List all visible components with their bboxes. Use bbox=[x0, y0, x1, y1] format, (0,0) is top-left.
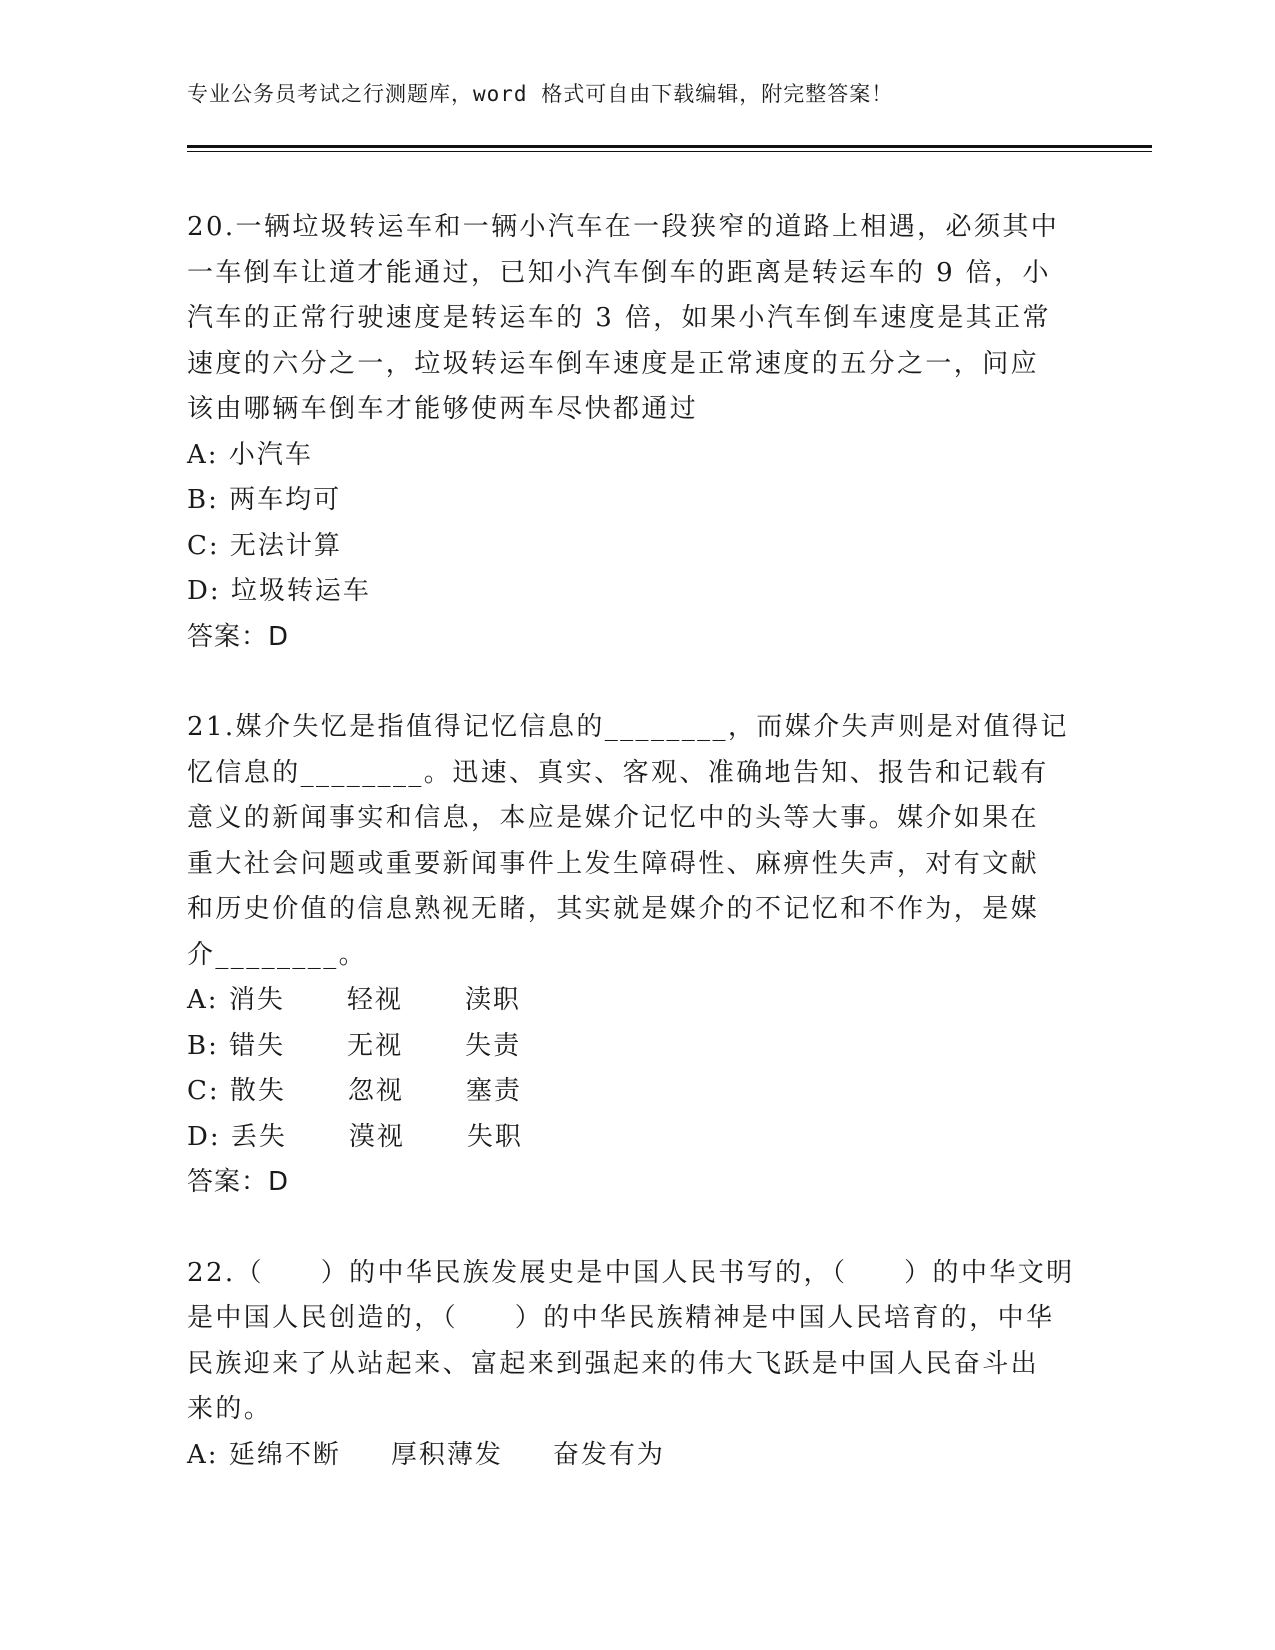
question-21 bbox=[187, 705, 1087, 1206]
option-b: B: 错失 无视 失责 bbox=[187, 1030, 522, 1061]
question-list bbox=[187, 205, 1087, 1523]
option-a: A: 延绵不断 厚积薄发 奋发有为 bbox=[187, 1439, 665, 1470]
page-header: 专业公务员考试之行测题库，word 格式可自由下载编辑，附完整答案！ bbox=[187, 82, 894, 106]
question-stem: 20.一辆垃圾转运车和一辆小汽车在一段狭窄的道路上相遇，必须其中 一车倒车让道才能通过，已知小汽车倒车的距离是转运车的 9 倍，小 汽车的正常行驶速度是转运车的 3 倍，如果小汽车倒车速度是其正常 速度的六分之一，垃圾转运车倒车速度是正常速度的五分之一，问应 该由哪辆车倒车才能够使两车尽快都通过 bbox=[187, 212, 1060, 424]
question-20 bbox=[187, 205, 1087, 660]
question-stem: 22.（ ）的中华民族发展史是中国人民书写的，（ ）的中华文明 是中国人民创造的，（ ）的中华民族精神是中国人民培育的，中华 民族迎来了从站起来、富起来到强起来的伟大飞跃是中国人民奋斗出 来的。 bbox=[187, 1257, 1075, 1424]
answer-text: 答案：D bbox=[187, 1167, 290, 1197]
answer-text: 答案：D bbox=[187, 621, 290, 652]
option-d: D: 丢失 漠视 失职 bbox=[187, 1121, 523, 1152]
question-22 bbox=[187, 1251, 1087, 1479]
option-a: A: 消失 轻视 渎职 bbox=[187, 985, 521, 1015]
option-c: C: 无法计算 bbox=[187, 530, 342, 561]
option-d: D: 垃圾转运车 bbox=[187, 576, 371, 606]
header-divider-thin bbox=[187, 151, 1152, 152]
question-stem: 21.媒介失忆是指值得记忆信息的________，而媒介失声则是对值得记 忆信息的________。迅速、真实、客观、准确地告知、报告和记载有 意义的新闻事实和信息，本应是媒介记忆中的头等大事。媒介如果在 重大社会问题或重要新闻事件上发生障碍性、麻痹性失声，对有文献 和历史价值的信息熟视无睹，其实就是媒介的不记忆和不作为，是媒 介________。 bbox=[187, 712, 1069, 970]
option-a: A: 小汽车 bbox=[187, 439, 313, 470]
option-c: C: 散失 忽视 塞责 bbox=[187, 1076, 522, 1106]
header-divider-thick bbox=[187, 145, 1152, 148]
option-b: B: 两车均可 bbox=[187, 485, 342, 515]
